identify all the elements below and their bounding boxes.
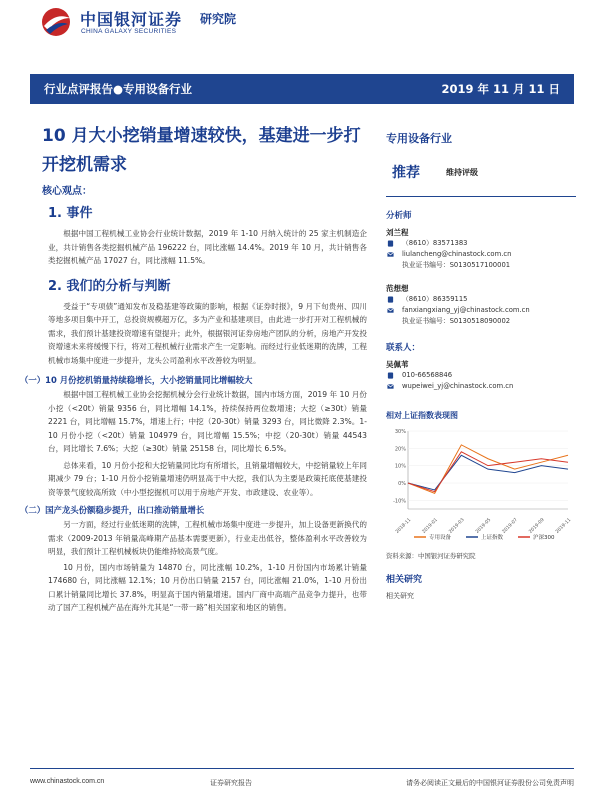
contact-name: 吴佩苇	[386, 360, 409, 369]
x-tick-label: 2019-01	[421, 517, 439, 535]
analyst-name: 刘兰程	[386, 228, 409, 237]
core-views-label: 核心观点：	[42, 186, 92, 197]
legend-label: 沪深300	[533, 535, 555, 541]
x-tick-label: 2018-11	[395, 517, 413, 535]
phone-text: 010-66568846	[402, 371, 453, 379]
rating-row	[386, 162, 576, 182]
email-text: fanxiangxiang_yj@chinastock.com.cn	[402, 306, 530, 314]
chart-title: 相对上证指数表现图	[386, 411, 458, 420]
x-tick-label: 2019-03	[448, 517, 466, 535]
email-icon	[387, 307, 394, 314]
institute-label: 研究院	[200, 12, 237, 26]
phone-icon	[387, 296, 394, 303]
contact-email[interactable]	[386, 381, 576, 392]
analyst-email[interactable]	[386, 305, 576, 316]
chart-source: 资料来源：中国银河证券研究院	[386, 552, 476, 560]
main-content	[20, 205, 367, 615]
related-heading: 相关研究	[386, 575, 423, 585]
analyst-phone	[386, 238, 576, 249]
performance-chart	[386, 425, 574, 545]
legend-label: 上证指数	[481, 535, 504, 541]
x-tick-label: 2019-11	[555, 517, 573, 535]
sidebar	[386, 130, 576, 601]
analyst-license: 执业证书编号：S0130518090002	[402, 317, 511, 325]
x-tick-label: 2019-07	[501, 517, 519, 535]
footer-disclaimer: 请务必阅读正文最后的中国银河证券股份公司免责声明	[406, 779, 574, 787]
y-tick-label: 20%	[394, 446, 406, 453]
analyst-card	[386, 227, 576, 271]
paragraph: 另一方面，经过行业低迷期的洗牌，工程机械市场集中度进一步提升，加上设备更新换代的需求（2009-2013 年销量高峰期产品基本需要更新），行业走出低谷，整体盈利水平改善较为明显，我们预计工程机械板块仍能维持较高景气度。	[48, 520, 367, 556]
analyst-name: 范想想	[386, 284, 409, 293]
report-date: 2019 年 11 月 11 日	[441, 82, 560, 96]
series-line-1	[408, 455, 568, 490]
email-icon	[387, 251, 394, 258]
subsection-heading-1: （一）10 月份挖机销量持续稳增长，大小挖销量同比增幅较大	[20, 375, 253, 385]
x-tick-label: 2019-09	[528, 517, 546, 535]
y-tick-label: 10%	[394, 463, 406, 470]
section-heading-event: 1. 事件	[48, 206, 93, 221]
paragraph: 根据中国工程机械工业协会挖掘机械分会行业统计数据，国内市场方面，2019 年 10 月份小挖（<20t）销量 9356 台，同比增幅 14.1%，持续保持两位数增速；大挖（≥30t）销量 2221 台，同比增幅 15.7%，增速上行；中挖（20-30t）销量 3293 台，同比微降 2.3%。1-10 月份小挖（<20t）销量 104979 台，同比增幅 15.5%；中挖（20-30t）销量 44543 台，同比增长 7.6%；大挖（≥30t）销量 25158 台，同比增长 6.5%。	[48, 390, 367, 453]
analyst-heading: 分析师	[386, 211, 412, 221]
divider	[386, 196, 576, 197]
analyst-card	[386, 283, 576, 327]
paragraph: 总体来看，10 月份小挖和大挖销量同比均有所增长，且销量增幅较大，中挖销量较上年同期减少 79 台；1-10 月份小挖销量增速仍明显高于中大挖，我们认为主要是政策托底使基建投资等景气度较高所致（中小型挖掘机可以用于房地产开发、市政建设、农业等）。	[48, 460, 367, 497]
logo-english-name: CHINA GALAXY SECURITIES	[81, 28, 177, 35]
report-footer	[30, 768, 574, 796]
contact-card	[386, 359, 576, 392]
report-header	[0, 0, 600, 60]
phone-text: （8610）83571383	[402, 239, 468, 247]
phone-icon	[387, 372, 394, 379]
y-tick-label: 0%	[398, 481, 406, 487]
email-text: liulancheng@chinastock.com.cn	[402, 250, 512, 258]
footer-url[interactable]: www.chinastock.com.cn	[30, 778, 105, 785]
paragraph: 受益于“专项债”通知发布及稳基建等政策的影响，根据《证券时报》，9 月下旬贵州、四川等地多项目集中开工，总投资规模超万亿，多为产业和基建项目，由此进一步打开对工程机械的需求，我们预计基建投资增速有望提升；此外，根据银河证券房地产团队的分析，房地产开发投资增速未来将缓慢下行，将对工程机械行业需求产生一定影响。而经过行业低迷期的洗牌，工程机械市场集中度进一步提升，龙头公司盈利水平改善较为明显。	[48, 301, 367, 365]
paragraph: 根据中国工程机械工业协会行业统计数据，2019 年 1-10 月纳入统计的 25 家主机制造企业，共计销售各类挖掘机械产品 196222 台，同比涨幅 14.4%。2019 年 10 月，共计销售各类挖掘机械产品 17027 台，同比涨幅 11.5%。	[48, 229, 367, 265]
y-tick-label: 30%	[394, 429, 406, 435]
related-item[interactable]: 相关研究	[386, 592, 414, 600]
analyst-phone	[386, 294, 576, 305]
report-banner	[30, 74, 574, 104]
email-icon	[387, 383, 394, 390]
email-text: wupeiwei_yj@chinastock.com.cn	[402, 382, 514, 390]
section-heading-analysis: 2. 我们的分析与判断	[48, 278, 171, 294]
series-line-2	[408, 452, 568, 492]
recommend-label: 推荐	[392, 165, 420, 181]
phone-icon	[387, 240, 394, 247]
phone-text: （8610）86359115	[402, 295, 468, 303]
rating-label: 维持评级	[446, 168, 478, 177]
logo-chinese-name: 中国银河证券	[80, 10, 183, 29]
subsection-heading-2: （二）国产龙头份额稳步提升，出口推动销量增长	[20, 505, 205, 515]
x-tick-label: 2019-05	[475, 517, 493, 535]
paragraph: 10 月份，国内市场销量为 14870 台，同比涨幅 10.2%，1-10 月份国内市场累计销量 174680 台，同比涨幅 12.1%；10 月份出口销量 2157 台，同比涨幅 21.0%，1-10 月份出口累计销量同比增长 37.8%，明显高于国内销量增速。国内厂商中高端产品竞争力提升，也带动了国产工程机械产品在海外尤其是“一带一路”相关国家和地区的销售。	[48, 562, 367, 612]
analyst-license: 执业证书编号：S0130517100001	[402, 261, 511, 269]
industry-label: 专用设备行业	[386, 132, 452, 145]
galaxy-logo-icon	[38, 6, 74, 38]
analyst-email[interactable]	[386, 249, 576, 260]
legend-label: 专用设备	[429, 535, 452, 541]
report-type: 行业点评报告●专用设备行业	[44, 82, 193, 96]
y-tick-label: -10%	[393, 498, 406, 505]
contact-heading: 联系人：	[386, 343, 421, 353]
footer-report-type: 证券研究报告	[210, 779, 252, 787]
report-title: 10 月大小挖销量增速较快，基建进一步打开挖机需求	[42, 126, 361, 175]
contact-phone	[386, 370, 576, 381]
